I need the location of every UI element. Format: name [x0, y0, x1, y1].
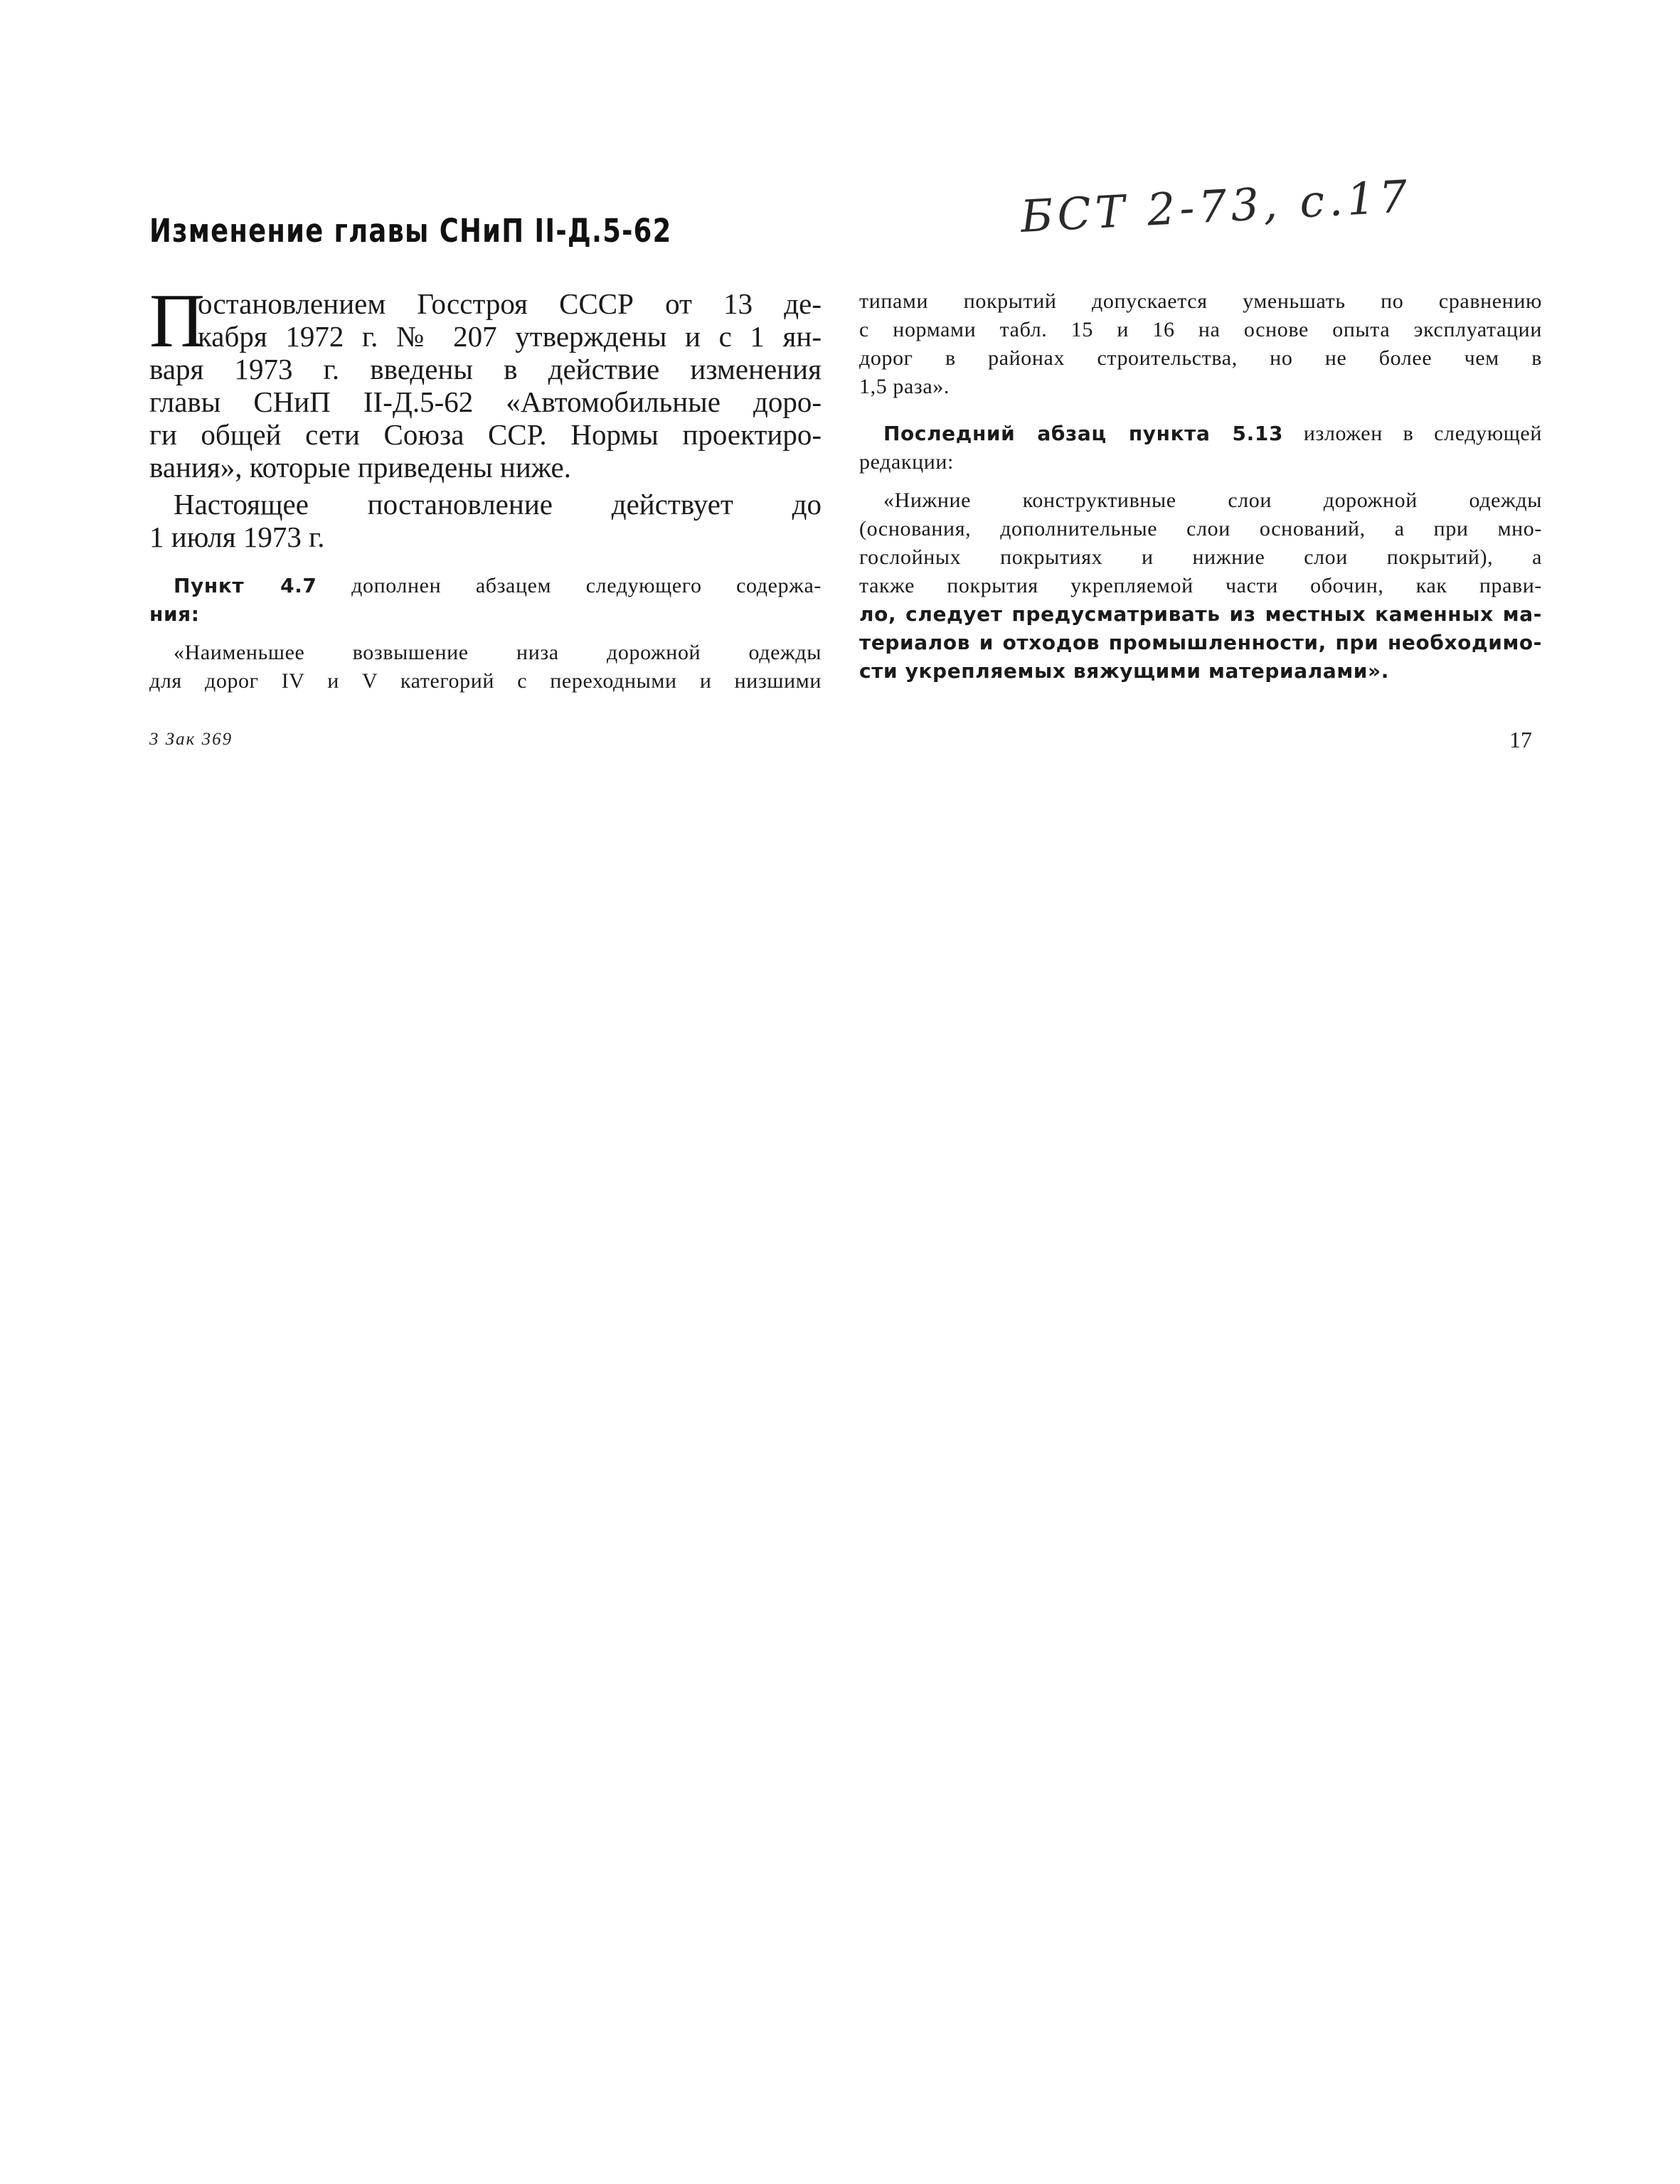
drop-cap: П — [149, 279, 205, 363]
page-number: 17 — [1509, 727, 1532, 752]
validity-line: 1 июля 1973 г. — [149, 521, 325, 553]
quote-4-7-left — [149, 639, 822, 696]
right-column — [859, 287, 1542, 686]
intro-line: ги общей сети Союза ССР. Нормы проектиро- — [149, 418, 822, 451]
intro-line: вания», которые приведены ниже. — [149, 451, 571, 484]
quote-5-13-line: териалов и отходов промышленности, при необходимо- — [859, 631, 1542, 654]
point-4-7-paragraph — [149, 572, 822, 629]
quote-5-13 — [859, 486, 1542, 686]
quote-4-7-line: «Наименьшее возвышение низа дорожной одежды — [174, 641, 822, 664]
quote-4-7-line: типами покрытий допускается уменьшать по сравнению — [859, 289, 1542, 313]
quote-5-13-line: сти укрепляемых вяжущими материалами». — [859, 659, 1389, 683]
quote-4-7-right — [859, 287, 1542, 401]
left-column — [149, 279, 822, 696]
quote-5-13-line: «Нижние конструктивные слои дорожной одежды — [883, 489, 1542, 512]
quote-5-13-line: (основания, дополнительные слои оснований, а при мно- — [859, 517, 1542, 540]
point-5-13-line — [859, 420, 1542, 448]
point-4-7-label: Пункт 4.7 — [174, 574, 317, 597]
intro-line: кабря 1972 г. № 207 утверждены и с 1 ян- — [198, 320, 822, 353]
point-5-13-label: Последний абзац пункта 5.13 — [883, 422, 1284, 445]
point-4-7-line — [149, 572, 822, 600]
validity-paragraph — [149, 488, 822, 553]
quote-4-7-line: дорог в районах строительства, но не более чем в — [859, 346, 1542, 370]
quote-4-7-line: для дорог IV и V категорий с переходными и низшими — [149, 669, 822, 693]
quote-5-13-line: также покрытия укрепляемой части обочин, как прави- — [859, 574, 1542, 597]
validity-line: Настоящее постановление действует до — [174, 488, 822, 521]
point-4-7-text: дополнен абзацем следующего содержа- — [351, 574, 822, 597]
intro-line: остановлением Госстроя СССР от 13 де- — [198, 287, 822, 320]
quote-4-7-line: 1,5 раза». — [859, 375, 950, 398]
page-title: Изменение главы СНиП II-Д.5-62 — [149, 212, 672, 250]
quote-5-13-line: гослойных покрытиях и нижние слои покрытий), а — [859, 545, 1542, 569]
footer-print-order: 3 Зак 369 — [149, 730, 233, 749]
intro-line: главы СНиП II-Д.5-62 «Автомобильные доро- — [149, 385, 822, 418]
quote-4-7-line: с нормами табл. 15 и 16 на основе опыта эксплуатации — [859, 318, 1542, 341]
point-5-13-paragraph — [859, 420, 1542, 476]
point-5-13-text: изложен в следующей — [1303, 422, 1542, 445]
handwritten-reference-note: БСТ 2-73, с.17 — [1019, 170, 1413, 243]
quote-5-13-line: ло, следует предусматривать из местных каменных ма- — [859, 602, 1542, 626]
point-4-7-line: ния: — [149, 602, 200, 626]
intro-paragraph — [149, 279, 822, 484]
intro-line: варя 1973 г. введены в действие изменения — [149, 353, 822, 385]
point-5-13-line: редакции: — [859, 450, 954, 474]
